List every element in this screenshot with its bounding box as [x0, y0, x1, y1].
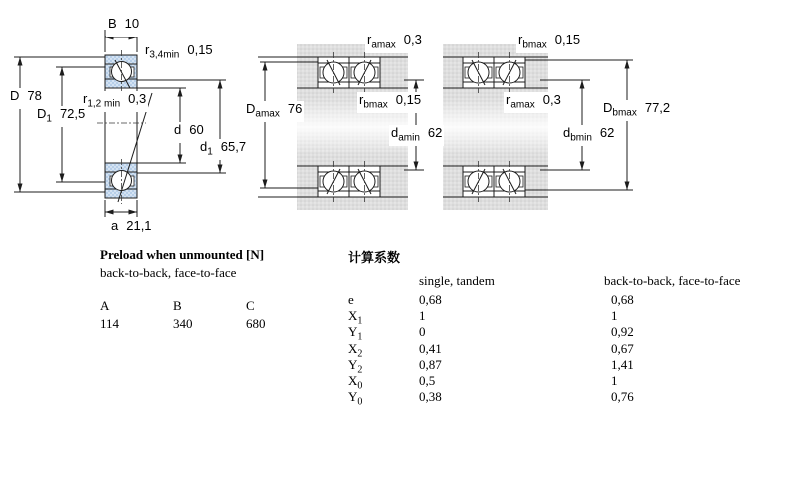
- preload-table-grid: [100, 298, 318, 332]
- calc-value: 1: [611, 372, 618, 388]
- calc-value: 0,92: [611, 324, 634, 340]
- calc-value: 1: [611, 308, 618, 324]
- calc-value: 0,67: [611, 340, 634, 356]
- calc-value: 1: [419, 308, 426, 324]
- dim-label-a: a 21,1: [109, 218, 154, 239]
- preload-col-header: A: [100, 298, 110, 313]
- calc-value: 0,38: [419, 389, 442, 405]
- dim-label-ramax-b: $r_{amax}$ 0,3: [506, 92, 561, 111]
- preload-col-header: B: [173, 298, 182, 313]
- dim-label-rbmax-b: $r_{bmax}$ 0,15: [518, 32, 581, 51]
- preload-table-subtitle: back-to-back, face-to-face: [100, 265, 237, 280]
- calc-row-label: $X_2$: [348, 340, 363, 360]
- preload-table-title: Preload when unmounted [N]: [100, 247, 265, 262]
- calc-value: 0,41: [419, 340, 442, 356]
- dim-label-D: D 78: [8, 88, 44, 109]
- dim-label-damin: $d_{amin}$ 62: [391, 125, 443, 144]
- preload-value: 680: [246, 316, 266, 331]
- calc-table-title: 计算系数: [348, 250, 401, 265]
- dim-label-r12min: $r_{1,2 min}$ 0,3: [83, 91, 147, 110]
- calc-value: 0: [419, 324, 426, 340]
- dim-label-r34min: $r_{3,4min}$ 0,15: [145, 42, 213, 61]
- calc-row-label: $X_1$: [348, 308, 363, 327]
- dim-label-B: B 10: [106, 16, 141, 37]
- preload-value: 340: [173, 316, 193, 331]
- calc-row-label: $Y_1$: [348, 324, 363, 343]
- calc-row-label: $Y_0$: [348, 389, 363, 408]
- calc-value: 0,68: [419, 292, 442, 307]
- dim-label-Damax: $D_{amax}$ 76: [246, 101, 303, 120]
- dim-label-d1: $d_1$ 65,7: [200, 139, 247, 158]
- preload-col-header: C: [246, 298, 255, 313]
- calc-table-grid: [348, 273, 741, 408]
- bearing-section-top: [105, 55, 137, 88]
- dim-label-dbmin: $d_{bmin}$ 62: [563, 125, 615, 144]
- calc-row-label: $X_0$: [348, 372, 363, 392]
- dim-label-D1: $D_1$ 72,5: [37, 106, 86, 125]
- calc-value: 1,41: [611, 356, 634, 372]
- calc-value: 0,76: [611, 389, 634, 405]
- calc-value: 0,5: [419, 372, 436, 388]
- dim-label-ramax-a: $r_{amax}$ 0,3: [367, 32, 422, 51]
- preload-table: [100, 247, 318, 332]
- calc-value: 0,87: [419, 356, 442, 372]
- dim-label-Dbmax: $D_{bmax}$ 77,2: [603, 100, 671, 119]
- calc-row-label: e: [348, 292, 354, 307]
- preload-value: 114: [100, 316, 120, 331]
- calc-col2-header: back-to-back, face-to-face: [604, 273, 741, 288]
- calc-row-label: $Y_2$: [348, 356, 363, 376]
- calc-col1-header: single, tandem: [419, 273, 495, 288]
- calc-value: 0,68: [611, 292, 634, 307]
- dim-label-d: d 60: [172, 122, 206, 143]
- calc-factors-table: [348, 247, 741, 408]
- dim-label-rbmax-a: $r_{bmax}$ 0,15: [359, 92, 422, 111]
